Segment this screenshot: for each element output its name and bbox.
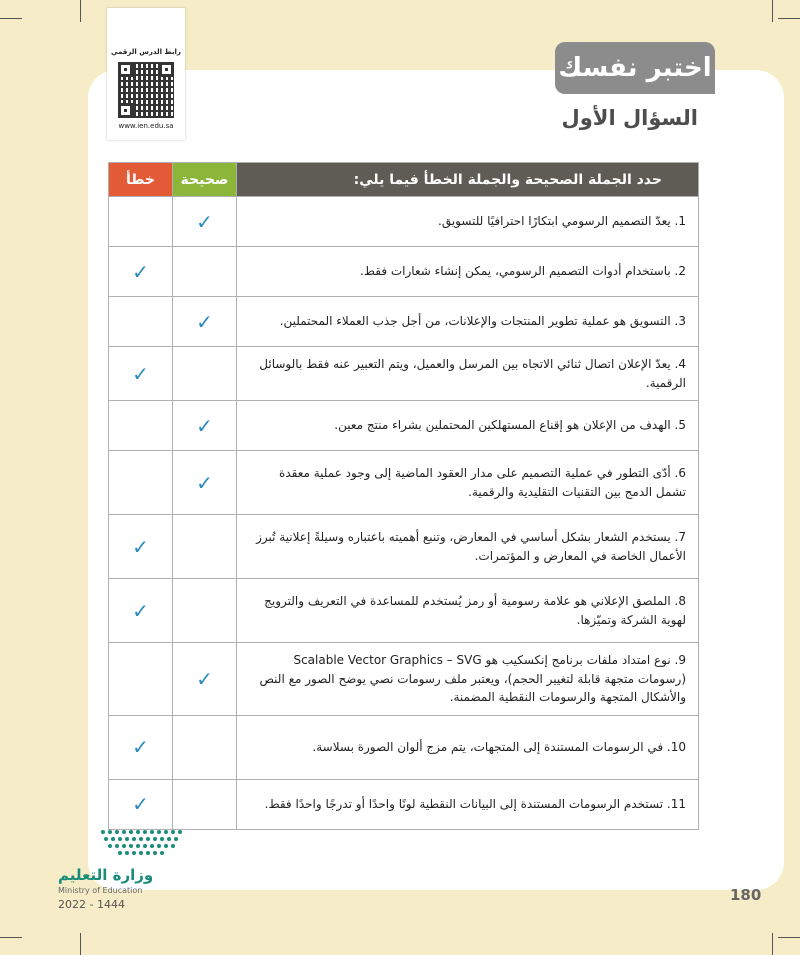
false-answer-cell[interactable]: [109, 401, 173, 451]
qr-url[interactable]: www.ien.edu.sa: [118, 122, 174, 130]
check-icon: ✓: [196, 309, 213, 334]
crop-mark: [778, 937, 800, 938]
false-answer-cell[interactable]: [109, 779, 173, 829]
crop-mark: [778, 18, 800, 19]
header-true: صحيحة: [173, 163, 237, 197]
false-answer-cell[interactable]: [109, 643, 173, 716]
table-row: [109, 515, 699, 579]
check-icon: ✓: [196, 470, 213, 495]
false-answer-cell[interactable]: [109, 515, 173, 579]
true-answer-cell[interactable]: [173, 347, 237, 401]
statement-cell: 8. الملصق الإعلاني هو علامة رسومية أو رمز يُستخدم للمساعدة في التعريف والترويج لهوية الشركة وتميّزها.: [237, 579, 699, 643]
true-answer-cell[interactable]: [173, 297, 237, 347]
false-answer-cell[interactable]: [109, 247, 173, 297]
false-answer-cell[interactable]: [109, 297, 173, 347]
check-icon: ✓: [132, 792, 149, 817]
false-answer-cell[interactable]: [109, 347, 173, 401]
check-icon: ✓: [196, 667, 213, 692]
statement-cell: 2. باستخدام أدوات التصميم الرسومي، يمكن إنشاء شعارات فقط.: [237, 247, 699, 297]
check-icon: ✓: [196, 413, 213, 438]
ministry-dots-icon: [98, 826, 188, 856]
true-answer-cell[interactable]: [173, 247, 237, 297]
crop-mark: [772, 0, 773, 22]
crop-mark: [0, 937, 22, 938]
check-icon: ✓: [132, 534, 149, 559]
table-row: [109, 579, 699, 643]
statement-cell: 10. في الرسومات المستندة إلى المتجهات، يتم مزج ألوان الصورة بسلاسة.: [237, 715, 699, 779]
ministry-name-en: Ministry of Education: [58, 886, 143, 895]
header-statement: حدد الجملة الصحيحة والجملة الخطأ فيما يلي:: [237, 163, 699, 197]
table-row: [109, 451, 699, 515]
true-answer-cell[interactable]: [173, 643, 237, 716]
table-row: [109, 247, 699, 297]
table-row: [109, 297, 699, 347]
false-answer-cell[interactable]: [109, 197, 173, 247]
check-icon: ✓: [132, 361, 149, 386]
table-row: [109, 779, 699, 829]
question-title: السؤال الأول: [561, 106, 698, 130]
statement-cell: 3. التسويق هو عملية تطوير المنتجات والإعلانات، من أجل جذب العملاء المحتملين.: [237, 297, 699, 347]
digital-lesson-card[interactable]: [107, 8, 185, 140]
crop-mark: [0, 18, 22, 19]
true-answer-cell[interactable]: [173, 779, 237, 829]
false-answer-cell[interactable]: [109, 579, 173, 643]
statement-cell: 6. أدّى التطور في عملية التصميم على مدار العقود الماضية إلى وجود عملية معقدة تشمل الدمج بين التقنيات التقليدية والرقمية.: [237, 451, 699, 515]
check-icon: ✓: [132, 735, 149, 760]
ministry-logo: [58, 826, 208, 916]
crop-mark: [80, 0, 81, 22]
crop-mark: [80, 933, 81, 955]
statement-cell: 5. الهدف من الإعلان هو إقناع المستهلكين المحتملين بشراء منتج معين.: [237, 401, 699, 451]
edition-year: 2022 - 1444: [58, 898, 125, 911]
table-row: [109, 347, 699, 401]
ministry-name-ar: وزارة التعليم: [58, 866, 154, 884]
false-answer-cell[interactable]: [109, 451, 173, 515]
table-row: [109, 401, 699, 451]
table-row: [109, 715, 699, 779]
true-false-table: [108, 162, 699, 830]
statement-cell: 1. يعدّ التصميم الرسومي ابتكارًا احترافيًا للتسويق.: [237, 197, 699, 247]
true-answer-cell[interactable]: [173, 515, 237, 579]
table-header-row: [109, 163, 699, 197]
table-row: [109, 643, 699, 716]
true-answer-cell[interactable]: [173, 451, 237, 515]
statement-cell: 4. يعدّ الإعلان اتصال ثنائي الاتجاه بين المرسل والعميل، ويتم التعبير عنه فقط بالوسائل الرقمية.: [237, 347, 699, 401]
crop-mark: [772, 933, 773, 955]
true-answer-cell[interactable]: [173, 197, 237, 247]
statement-cell: 11. تستخدم الرسومات المستندة إلى البيانات النقطية لونًا واحدًا أو تدرجًا واحدًا فقط.: [237, 779, 699, 829]
statement-cell: 7. يستخدم الشعار بشكل أساسي في المعارض، وتنبع أهميته باعتباره وسيلةً إعلانية تُبرز الأعمال الخاصة في المعارض و المؤتمرات.: [237, 515, 699, 579]
true-answer-cell[interactable]: [173, 715, 237, 779]
check-icon: ✓: [132, 598, 149, 623]
table-row: [109, 197, 699, 247]
header-false: خطأ: [109, 163, 173, 197]
section-title: اختبر نفسك: [558, 53, 712, 83]
page-number: 180: [730, 886, 762, 904]
qr-code-icon[interactable]: [118, 62, 174, 118]
true-answer-cell[interactable]: [173, 579, 237, 643]
statement-cell: 9. نوع امتداد ملفات برنامج إنكسكيب هو Scalable Vector Graphics – SVG (رسومات متجهة قابلة لتغيير الحجم)، ويعتبر ملف رسومات نصي يوضح الصور مع النص والأشكال المتجهة والرسومات النقطية المضمنة.: [237, 643, 699, 716]
qr-label: رابط الدرس الرقمي: [111, 48, 181, 56]
check-icon: ✓: [196, 209, 213, 234]
false-answer-cell[interactable]: [109, 715, 173, 779]
check-icon: ✓: [132, 259, 149, 284]
true-answer-cell[interactable]: [173, 401, 237, 451]
